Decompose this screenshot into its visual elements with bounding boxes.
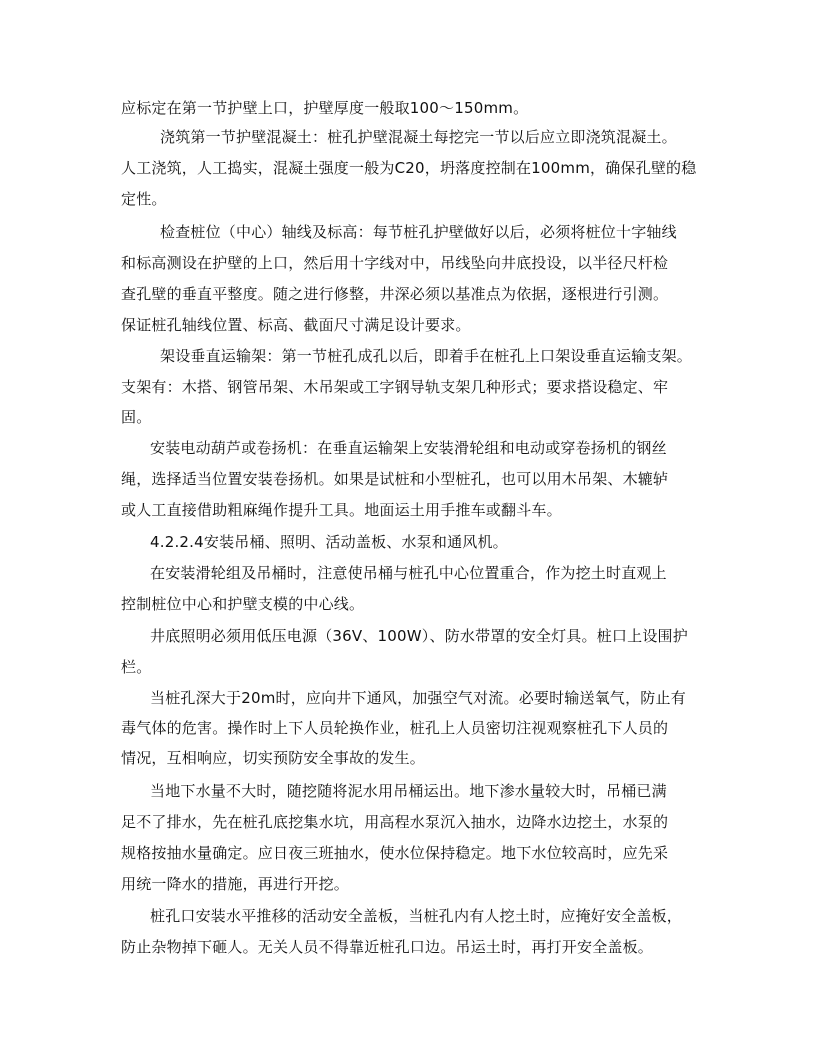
text-line: 当桩孔深大于20m时，应向井下通风，加强空气对流。必要时输送氧气，防止有 [150, 689, 686, 707]
text-line: 栏。 [121, 658, 152, 676]
text-line: 架设垂直运输架：第一节桩孔成孔以后，即着手在桩孔上口架设垂直运输支架。 [160, 347, 693, 365]
text-line: 检查桩位（中心）轴线及标高：每节桩孔护壁做好以后，必须将桩位十字轴线 [160, 223, 677, 241]
text-line: 或人工直接借助粗麻绳作提升工具。地面运土用手推车或翻斗车。 [121, 501, 562, 519]
text-line: 支架有：木搭、钢管吊架、木吊架或工字钢导轨支架几种形式；要求搭设稳定、牢 [121, 378, 669, 396]
text-line: 安装电动葫芦或卷扬机：在垂直运输架上安装滑轮组和电动或穿卷扬机的钢丝 [150, 439, 667, 457]
text-line: 保证桩孔轴线位置、标高、截面尺寸满足设计要求。 [121, 316, 471, 334]
text-line: 规格按抽水量确定。应日夜三班抽水，使水位保持稳定。地下水位较高时，应先采 [121, 844, 669, 862]
text-line: 用统一降水的措施，再进行开挖。 [121, 875, 350, 893]
text-line: 足不了排水，先在桩孔底挖集水坑，用高程水泵沉入抽水，边降水边挖土，水泵的 [121, 813, 669, 831]
text-line: 井底照明必须用低压电源（36V、100W）、防水带罩的安全灯具。桩口上设围护 [150, 627, 688, 645]
text-line: 情况，互相响应，切实预防安全事故的发生。 [121, 749, 426, 767]
text-line: 固。 [121, 408, 152, 426]
text-line: 查孔壁的垂直平整度。随之进行修整，井深必须以基准点为依据，逐根进行引测。 [121, 285, 669, 303]
text-line: 毒气体的危害。操作时上下人员轮换作业，桩孔上人员密切注视观察桩孔下人员的 [121, 719, 669, 737]
text-line: 人工浇筑，人工捣实，混凝土强度一般为C20，坍落度控制在100mm，确保孔壁的稳 [121, 159, 697, 177]
text-line: 防止杂物掉下砸人。无关人员不得靠近桩孔口边。吊运土时，再打开安全盖板。 [121, 938, 654, 956]
text-line: 定性。 [121, 190, 167, 208]
text-line: 浇筑第一节护壁混凝土：桩孔护壁混凝土每挖完一节以后应立即浇筑混凝土。 [160, 128, 677, 146]
text-line: 当地下水量不大时，随挖随将泥水用吊桶运出。地下渗水量较大时，吊桶已满 [150, 782, 667, 800]
text-line: 在安装滑轮组及吊桶时，注意使吊桶与桩孔中心位置重合，作为挖土时直观上 [150, 564, 667, 582]
section-heading: 4.2.2.4安装吊桶、照明、活动盖板、水泵和通风机。 [150, 533, 508, 551]
text-line: 绳，选择适当位置安装卷扬机。如果是试桩和小型桩孔，也可以用木吊架、木辘轳 [121, 470, 669, 488]
text-line: 应标定在第一节护壁上口，护壁厚度一般取100～150mm。 [121, 99, 529, 117]
text-line: 控制桩位中心和护壁支模的中心线。 [121, 595, 365, 613]
text-line: 桩孔口安装水平推移的活动安全盖板，当桩孔内有人挖土时，应掩好安全盖板， [150, 907, 683, 925]
text-line: 和标高测设在护壁的上口，然后用十字线对中，吊线坠向井底投设，以半径尺杆检 [121, 254, 669, 272]
